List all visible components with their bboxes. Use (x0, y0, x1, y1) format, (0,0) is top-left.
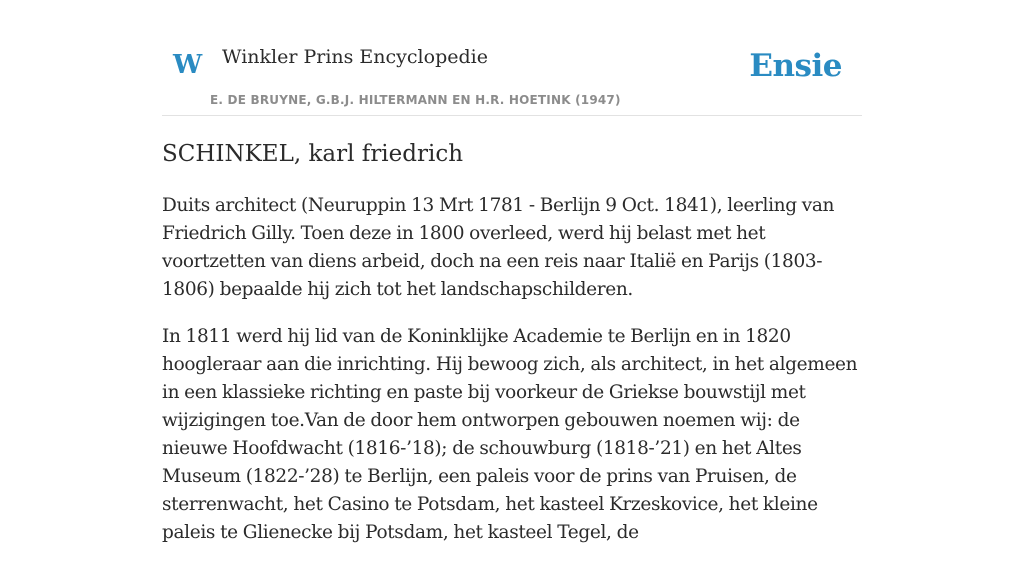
book-logo[interactable]: W (173, 50, 203, 80)
entry-title: SCHINKEL, karl friedrich (162, 141, 464, 167)
entry-body (162, 192, 862, 566)
book-title[interactable]: Winkler Prins Encyclopedie (222, 46, 488, 68)
entry-paragraph: Duits architect (Neuruppin 13 Mrt 1781 - Berlijn 9 Oct. 1841), leerling van Friedrich Gilly. Toen deze in 1800 overleed, werd hij belast met het voortzetten van diens arbeid, doch na een reis naar Italië en Parijs (1803-1806) bepaalde hij zich tot het landschapschilderen. (162, 195, 835, 300)
entry-paragraph: In 1811 werd hij lid van de Koninklijke Academie te Berlijn en in 1820 hoogleraar aan die inrichting. Hij bewoog zich, als architect, in het algemeen in een klassieke richting en paste bij voorkeur de Griekse bouwstijl met wijzigingen toe.Van de door hem ontworpen gebouwen noemen wij: de nieuwe Hoofdwacht (1816-’18); de schouwburg (1818-’21) en het Altes Museum (1822-’28) te Berlijn, een paleis voor de prins van Pruisen, de sterrenwacht, het Casino te Potsdam, het kasteel Krzeskovice, het kleine paleis te Glienecke bij Potsdam, het kasteel Tegel, de (162, 326, 858, 543)
book-header (162, 40, 862, 116)
ensie-logo-link[interactable]: Ensie (749, 48, 842, 84)
book-authors: E. DE BRUYNE, G.B.J. HILTERMANN EN H.R. HOETINK (1947) (210, 93, 621, 107)
